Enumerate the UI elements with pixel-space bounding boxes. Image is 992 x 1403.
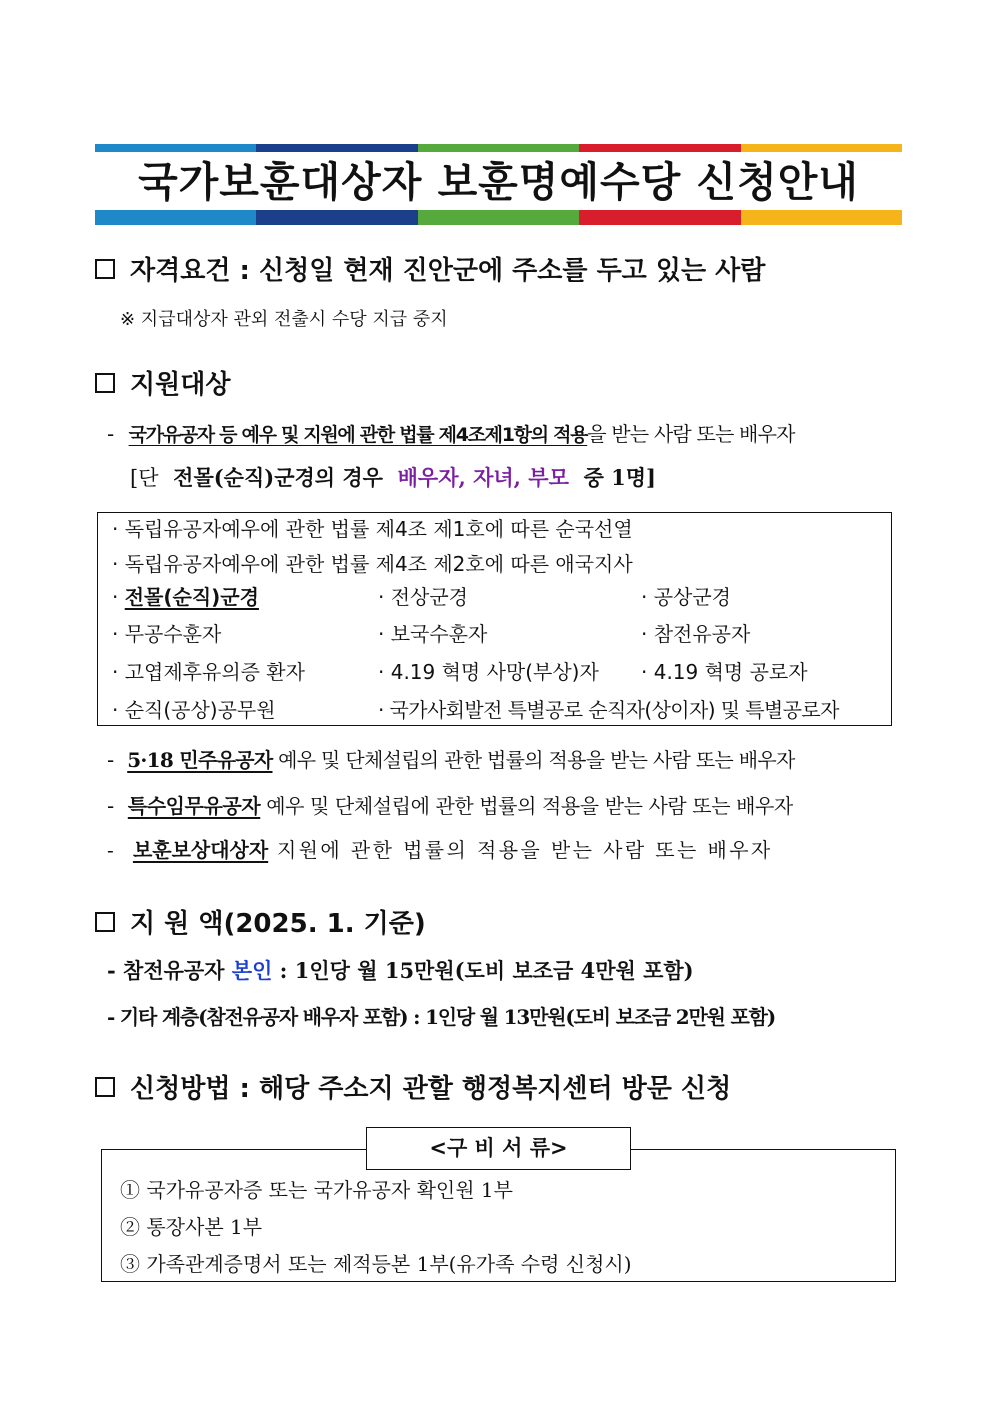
title-bottom-color-bar <box>95 210 902 225</box>
category-deceased-police-text: 전몰(순직)군경 <box>124 585 259 609</box>
dash: - <box>107 794 114 818</box>
category-national-merit: · 국가사회발전 특별공로 순직자(상이자) 및 특별공로자 <box>378 698 839 722</box>
support-other-1-rest: 예우 및 단체설립의 관한 법률의 적용을 받는 사람 또는 배우자 <box>278 748 795 772</box>
bar-segment-navy <box>256 144 417 152</box>
support-other-3 <box>107 834 773 863</box>
support-other-2 <box>107 790 793 819</box>
bracket-close-text: 중 1명] <box>583 465 656 490</box>
required-documents-title: <구 비 서 류> <box>366 1127 631 1170</box>
category-deceased-police <box>112 581 259 610</box>
amount-line-2: - 기타 계층(참전유공자 배우자 포함) : 1인당 월 13만원(도비 보조금 2만원 포함) <box>107 1005 775 1029</box>
support-heading-text: 지원대상 <box>130 370 231 400</box>
bar-segment-yellow <box>741 144 902 152</box>
dash: - <box>107 422 115 446</box>
category-agent-orange: · 고엽제후유의증 환자 <box>112 660 305 684</box>
checkbox-square-icon <box>95 259 115 279</box>
bar-segment-red <box>579 144 740 152</box>
category-row-1: · 독립유공자예우에 관한 법률 제4조 제1호에 따른 순국선열 <box>112 517 633 541</box>
document-item: ① 국가유공자증 또는 국가유공자 확인원 1부 <box>120 1178 513 1202</box>
support-line-1-rest: 을 받는 사람 또는 배우자 <box>587 422 795 446</box>
category-row-2: · 독립유공자예우에 관한 법률 제4조 제2호에 따른 애국지사 <box>112 552 633 576</box>
checkbox-square-icon <box>95 1077 115 1097</box>
page-title: 국가보훈대상자 보훈명예수당 신청안내 <box>138 158 859 206</box>
eligible-categories-box <box>97 512 892 726</box>
category-merit-decorated: · 무공수훈자 <box>112 622 222 646</box>
category-duty-injured-police: · 공상군경 <box>641 585 731 609</box>
bar-segment-green <box>418 210 579 225</box>
category-public-official: · 순직(공상)공무원 <box>112 698 276 722</box>
deceased-police-text: 전몰(순직)군경의 경우 <box>173 465 383 490</box>
checkbox-square-icon <box>95 912 115 932</box>
amount-veteran-label: - 참전유공자 <box>107 958 225 983</box>
bar-segment-green <box>418 144 579 152</box>
law-name: 특수임무유공자 <box>127 794 261 818</box>
bar-segment-yellow <box>741 210 902 225</box>
amount-veteran-value: : 1인당 월 15만원(도비 보조금 4만원 포함) <box>279 958 694 983</box>
bar-segment-red <box>579 210 740 225</box>
category-419-merit: · 4.19 혁명 공로자 <box>641 660 808 684</box>
support-line-2 <box>130 462 656 492</box>
document-item: ② 통장사본 1부 <box>120 1215 263 1239</box>
category-security-decorated: · 보국수훈자 <box>378 622 488 646</box>
qualification-note: ※ 지급대상자 관외 전출시 수당 지급 중지 <box>120 309 448 330</box>
family-highlight: 배우자, 자녀, 부모 <box>397 465 569 490</box>
bar-segment-navy <box>256 210 417 225</box>
support-other-2-rest: 예우 및 단체설립에 관한 법률의 적용을 받는 사람 또는 배우자 <box>266 794 793 818</box>
support-other-1 <box>107 744 795 773</box>
amount-heading-text: 지 원 액(2025. 1. 기준) <box>130 909 426 939</box>
self-highlight: 본인 <box>231 958 273 983</box>
law-name: 보훈보상대상자 <box>132 838 269 862</box>
dash: - <box>107 838 117 862</box>
bar-segment-blue <box>95 210 256 225</box>
title-top-color-bar <box>95 144 902 152</box>
qualification-heading-text: 자격요건 : 신청일 현재 진안군에 주소를 두고 있는 사람 <box>130 256 766 286</box>
amount-line-1 <box>107 955 694 985</box>
category-419-casualty: · 4.19 혁명 사망(부상)자 <box>378 660 599 684</box>
support-line-1 <box>107 418 795 447</box>
dash: - <box>107 748 114 772</box>
category-war-veteran: · 참전유공자 <box>641 622 751 646</box>
amount-heading <box>95 903 426 940</box>
document-item: ③ 가족관계증명서 또는 제적등본 1부(유가족 수령 신청시) <box>120 1252 632 1276</box>
method-heading <box>95 1068 731 1105</box>
bullet-dot: · <box>112 585 119 609</box>
bar-segment-blue <box>95 144 256 152</box>
method-heading-text: 신청방법 : 해당 주소지 관할 행정복지센터 방문 신청 <box>130 1074 732 1104</box>
law-name: 국가유공자 등 예우 및 지원에 관한 법률 제4조제1항의 적용 <box>128 424 588 446</box>
bracket-open-text: [단 <box>130 466 159 490</box>
support-heading <box>95 364 230 401</box>
checkbox-square-icon <box>95 373 115 393</box>
category-combat-injured-police: · 전상군경 <box>378 585 468 609</box>
support-other-3-rest: 지원에 관한 법률의 적용을 받는 사람 또는 배우자 <box>276 838 773 862</box>
law-name: 5·18 민주유공자 <box>127 748 273 772</box>
qualification-heading <box>95 250 765 287</box>
